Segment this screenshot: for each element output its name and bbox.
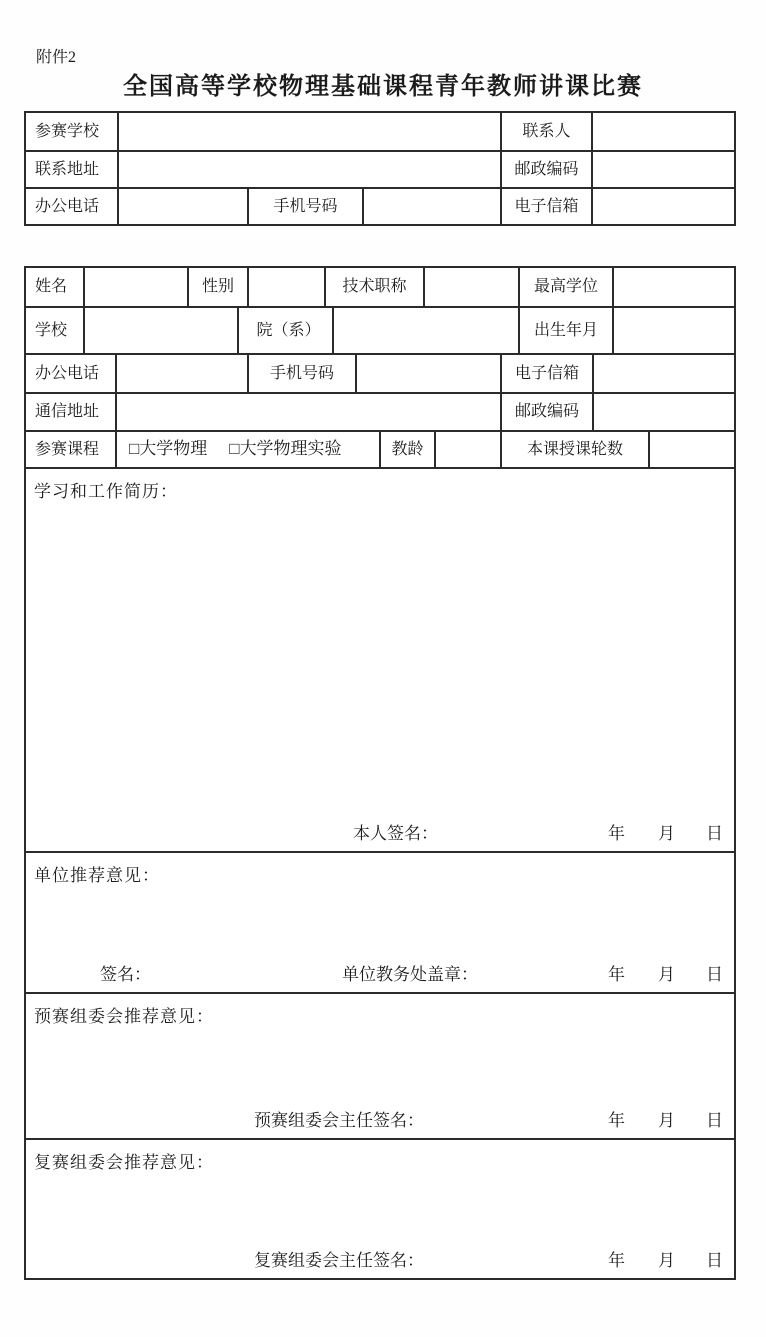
checkbox-icon: □ (129, 439, 140, 459)
teacher-school-label-cell: 学校 (35, 321, 68, 339)
email-field (591, 189, 734, 224)
degree-label-cell: 最高学位 (518, 268, 612, 306)
postal-code-label-cell: 邮政编码 (500, 152, 591, 187)
preliminary-committee-section (26, 992, 734, 1138)
year-label: 年 (608, 1111, 625, 1130)
table-row (26, 306, 734, 353)
school-label-cell: 参赛学校 (35, 122, 100, 140)
teacher-office-phone-label-cell: 办公电话 (35, 364, 100, 382)
unit-recommendation-section (26, 851, 734, 992)
day-label: 日 (706, 824, 723, 843)
day-label: 日 (706, 1111, 723, 1130)
month-label: 月 (658, 1111, 675, 1130)
attachment-label: 附件2 (36, 49, 77, 66)
teacher-mobile-field (355, 355, 500, 392)
department-field (332, 308, 518, 353)
year-label: 年 (608, 1251, 625, 1270)
degree-field (612, 268, 734, 306)
birth-label-cell: 出生年月 (518, 308, 612, 353)
course-option-physics-lab (229, 439, 341, 459)
contact-address-field (117, 152, 500, 187)
contact-person-label-cell: 联系人 (500, 113, 591, 150)
teacher-email-field (592, 355, 734, 392)
month-label: 月 (658, 824, 675, 843)
teacher-mobile-label-cell: 手机号码 (247, 355, 355, 392)
name-field (83, 268, 187, 306)
preliminary-chair-signature-label: 预赛组委会主任签名： (254, 1111, 424, 1130)
table-row (26, 392, 734, 430)
teaching-age-field (434, 432, 500, 467)
self-signature-label: 本人签名： (353, 824, 438, 843)
rounds-field (648, 432, 734, 467)
department-label-cell (237, 308, 332, 353)
unit-stamp-label: 单位教务处盖章： (342, 965, 478, 984)
month-label: 月 (658, 965, 675, 984)
final-committee-heading: 复赛组委会推荐意见： (34, 1153, 214, 1172)
day-label: 日 (706, 1251, 723, 1270)
course-option-label: 大学物理实验 (239, 439, 342, 459)
table-row (26, 353, 734, 392)
final-committee-section (26, 1138, 734, 1278)
table-row (26, 187, 734, 224)
tech-title-label-cell: 技术职称 (324, 268, 423, 306)
checkbox-icon: □ (229, 439, 240, 459)
mailing-address-field (115, 394, 500, 430)
year-label: 年 (608, 965, 625, 984)
school-info-table (24, 111, 736, 226)
gender-field (247, 268, 324, 306)
contact-address-label-cell: 联系地址 (35, 160, 100, 178)
office-phone-field (117, 189, 247, 224)
mailing-address-label-cell: 通信地址 (35, 403, 100, 421)
course-label-cell: 参赛课程 (35, 440, 100, 458)
course-option-physics (129, 439, 207, 459)
final-chair-signature-label: 复赛组委会主任签名： (254, 1251, 424, 1270)
mobile-field (362, 189, 500, 224)
mobile-label-cell: 手机号码 (247, 189, 362, 224)
teaching-age-label-cell: 教龄 (379, 432, 434, 467)
contact-person-field (591, 113, 734, 150)
teacher-postal-code-field (592, 394, 734, 430)
preliminary-committee-heading: 预赛组委会推荐意见： (34, 1007, 214, 1026)
teacher-email-label-cell: 电子信箱 (500, 355, 592, 392)
teacher-school-field (83, 308, 237, 353)
table-row (26, 268, 734, 306)
month-label: 月 (658, 1251, 675, 1270)
tech-title-field (423, 268, 518, 306)
teacher-postal-code-label-cell: 邮政编码 (500, 394, 592, 430)
department-label: 院（系） (256, 321, 321, 339)
teacher-info-table (24, 266, 736, 1280)
name-label-cell: 姓名 (35, 278, 68, 296)
page-title: 全国高等学校物理基础课程青年教师讲课比赛 (123, 74, 643, 100)
table-row (26, 430, 734, 467)
unit-signature-label: 签名： (100, 965, 151, 984)
year-label: 年 (608, 824, 625, 843)
email-label-cell: 电子信箱 (500, 189, 591, 224)
resume-section (26, 467, 734, 851)
table-row (26, 150, 734, 187)
table-row (26, 113, 734, 150)
unit-recommendation-heading: 单位推荐意见： (34, 866, 160, 885)
office-phone-label-cell: 办公电话 (35, 197, 100, 215)
school-field (117, 113, 500, 150)
course-options-cell (115, 432, 379, 467)
teacher-office-phone-field (115, 355, 247, 392)
rounds-label-cell: 本课授课轮数 (500, 432, 648, 467)
day-label: 日 (706, 965, 723, 984)
course-option-label: 大学物理 (139, 439, 208, 459)
resume-heading: 学习和工作简历： (34, 482, 178, 501)
birth-field (612, 308, 734, 353)
postal-code-field (591, 152, 734, 187)
gender-label-cell: 性别 (187, 268, 247, 306)
